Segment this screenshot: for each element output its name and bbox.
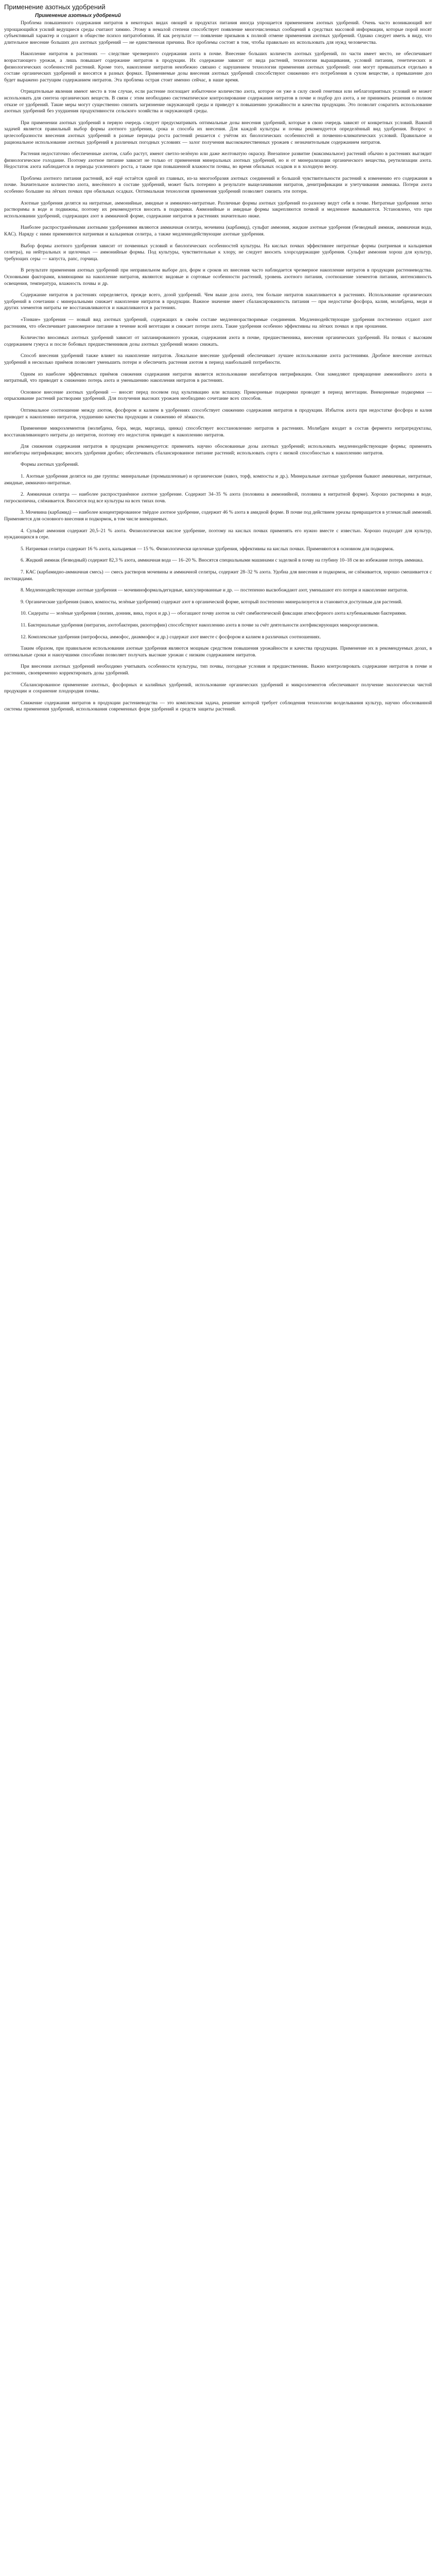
paragraph: Одним из наиболее эффективных приёмов снижения содержания нитратов является использование ингибиторов нитрификации. Они замедляют превращение аммонийного азота в нитратный, что приводит к снижению потерь азота и уменьшению накопления нитратов в растениях. (4, 371, 432, 384)
paragraph: При применении азотных удобрений в первую очередь следует предусматривать оптимальные дозы внесения удобрений, которые в свою очередь зависят от конкретных условий. Важной задачей является правильный выбор формы азотного удобрения, срока и способа их внесения. Для каждой культуры и почвы рекомендуется определённый вид удобрения. Вопрос о целесообразности внесения азотных удобрений в разные периоды роста растений решается с учётом их биологических особенностей и почвенно-климатических условий. Правильное и рациональное использование азотных удобрений в различных погодных условиях — залог получения высококачественных урожаев с незначительным содержанием нитратов. (4, 120, 432, 145)
paragraph: Способ внесения удобрений также влияет на накопление нитратов. Локальное внесение удобрений обеспечивает лучшее использование азота растениями. Дробное внесение азотных удобрений в несколько приёмов позволяет уменьшить потери и обеспечить растения азотом в период наибольшей потребности. (4, 353, 432, 365)
paragraph: Основное внесение азотных удобрений — вносят перед посевом под культивацию или вспашку. Прикорневые подкормки проводят в период вегетации. Внекорневые подкормки — опрыскивание растений растворами удобрений. Для получения высоких урожаев необходимо сочетание всех способов. (4, 389, 432, 402)
list-item: 8. Медленнодействующие азотные удобрения — мочевиноформальдегидные, капсулированные и др. — постепенно высвобождают азот, уменьшают его потери и накопление нитратов. (21, 587, 408, 594)
paragraph: «Тонкие» удобрения — новый вид азотных удобрений, содержащих в своём составе медленнорастворимые соединения. Медленнодействующие удобрения постепенно отдают азот растениям, что обеспечивает равномерное питание в течение всей вегетации и снижает потери азота. Такие удобрения особенно эффективны на лёгких почвах и при орошении. (4, 316, 432, 329)
paragraph: Оптимальное соотношение между азотом, фосфором и калием в удобрениях способствует снижению содержания нитратов в продукции. Избыток азота при недостатке фосфора и калия приводит к накоплению нитратов, ухудшению качества продукции и снижению её лёжкости. (4, 407, 432, 420)
paragraph: Таким образом, при правильном использовании азотные удобрения являются мощным средством повышения урожайности и качества продукции. Применение их в рекомендуемых дозах, в оптимальные сроки и наилучшими способами позволяет получать высокие урожаи с низким содержанием нитратов. (4, 646, 432, 658)
list-item: 4. Сульфат аммония содержит 20,5–21 % азота. Физиологически кислое удобрение, поэтому на кислых почвах применять его нужно вместе с известью. Хорошо подходит для культур, нуждающихся в сере. (4, 528, 432, 540)
paragraph: Накопление нитратов в растениях — следствие чрезмерного содержания азота в почве. Внесение больших количеств азотных удобрений, по части имеет место, не обеспечивает возрастающего урожая, а лишь повышает содержание нитратов в продукции. Их содержание зависит от вида растений, технологии выращивания, условий питания, генетических и физиологических особенностей растений. Кроме того, накопление нитратов неизбежно связано с нарушением технологии применения азотных удобрений: они могут превышаться отдельно в составе органических удобрений и вносятся в разных формах. Применяемые дозы внесения азотных удобрений способствуют снижению его потребления в сухом веществе, а превышение доз будет выражено растущим содержанием нитратов. Эта проблема острая стоит именно сейчас, в наше время. (4, 51, 432, 83)
paragraph: Применение микроэлементов (молибдена, бора, меди, марганца, цинка) способствует восстановлению нитратов в растениях. Молибден входит в состав фермента нитратредуктазы, восстанавливающего нитраты до нитритов, поэтому его недостаток приводит к накоплению нитратов. (4, 426, 432, 438)
section-heading: Формы азотных удобрений. (21, 462, 79, 468)
list-item: 5. Натриевая селитра содержит 16 % азота, кальциевая — 15 %. Физиологически щелочные удобрения, эффективны на кислых почвах. Применяются в основном для подкормок. (21, 546, 394, 552)
list-item: 11. Бактериальные удобрения (нитрагин, азотобактерин, ризоторфин) способствуют накоплению азота в почве за счёт деятельности азотфиксирующих микроорганизмов. (21, 622, 379, 628)
paragraph: При внесении азотных удобрений необходимо учитывать особенности культуры, тип почвы, погодные условия и предшественник. Важно контролировать содержание нитратов в почве и растениях, своевременно корректировать дозы удобрений. (4, 664, 432, 676)
paragraph: Наиболее распространёнными азотными удобрениями являются аммиачная селитра, мочевина (карбамид), сульфат аммония, жидкие азотные удобрения (безводный аммиак, аммиачная вода, КАС). Наряду с ними применяются натриевая и кальциевая селитра, а также медленнодействующие азотные удобрения. (4, 225, 432, 238)
paragraph: Проблема повышенного содержания нитратов в некоторых видах овощей и продуктах питания иногда упрощается применением азотных удобрений. Очень часто возникающий вот упрощающийся усилий ведущиеся среды считают химию. Этому в немалой степени способствует появление многочисленных сообщений в средствах массовой информации, которые порой носят субъективный характер и создают в обществе психоз нитратобоязни. И как результат — появление призывов к полной отмене применения азотных удобрений. Однако следует иметь в виду, что длительное внесение больших доз азотных удобрений — не единственная причина. Все проблемы состоят в том, чтобы правильно их использовать для нужд человечества. (4, 20, 432, 45)
list-item: 12. Комплексные удобрения (нитрофоска, аммофос, диаммофос и др.) содержат азот вместе с фосфором и калием в различных соотношениях. (21, 634, 321, 640)
list-item: 3. Мочевина (карбамид) — наиболее концентрированное твёрдое азотное удобрение, содержит 46 % азота в амидной форме. В почве под действием уреазы превращается в углекислый аммоний. Применяется для основного внесения и подкормок, в том числе внекорневых. (4, 510, 432, 522)
list-item: 7. КАС (карбамидно-аммиачная смесь) — смесь растворов мочевины и аммиачной селитры, содержит 28–32 % азота. Удобна для внесения и подкормок, не слёживается, хорошо смешивается с пестицидами. (4, 569, 432, 582)
paragraph: Сбалансированное применение азотных, фосфорных и калийных удобрений, использование органических удобрений и микроэлементов обеспечивают получение экологически чистой продукции и сохранение плодородия почвы. (4, 682, 432, 694)
page-subtitle: Применение азотных удобрений (35, 13, 121, 19)
fertilizer-forms-section (4, 462, 432, 640)
paragraph: Для снижения содержания нитратов в продукции рекомендуется: применять научно обоснованные дозы азотных удобрений; использовать медленнодействующие формы; применять ингибиторы нитрификации; вносить удобрения дробно; обеспечивать сбалансированное питание растений; использовать сорта с низкой способностью к накоплению нитратов. (4, 444, 432, 456)
list-item: 2. Аммиачная селитра — наиболее распространённое азотное удобрение. Содержит 34–35 % азота (половина в аммонийной, половина в нитратной форме). Хорошо растворима в воде, гигроскопична, слёживается. Вносится под все культуры на всех типах почв. (4, 492, 432, 504)
intro-section (4, 20, 432, 456)
page-title: Применение азотных удобрений (4, 3, 106, 11)
paragraph: Отрицательные явления имеют место в том случае, если растение поглощает избыточное количество азота, которое он уже в силу своей генетики или неблагоприятных условий не может использовать для синтеза органических веществ. В связи с этим необходимо систематическое контролирование содержания нитратов в почве и подбор доз азота, а не принимать решения о полном отказе от удобрений. Такие меры могут существенно снизить загрязнение окружающей среды и приведут к повышению урожайности и качества продукции. Это позволит сократить использование азотных удобрений без ухудшения продуктивности сельского хозяйства и окружающей среды. (4, 89, 432, 114)
list-item: 1. Азотные удобрения делятся на две группы: минеральные (промышленные) и органические (навоз, торф, компосты и др.). Минеральные азотные удобрения бывают аммиачные, нитратные, амидные, аммиачно-нитратные. (4, 473, 432, 486)
paragraph: Количество вносимых азотных удобрений зависит от запланированного урожая, содержания азота в почве, предшественника, внесения органических удобрений. На почвах с высоким содержанием гумуса и после бобовых предшественников дозы азотных удобрений можно снижать. (4, 335, 432, 347)
paragraph: Выбор формы азотного удобрения зависит от почвенных условий и биологических особенностей культуры. На кислых почвах эффективнее нитратные формы (натриевая и кальциевая селитра), на нейтральных и щелочных — аммонийные формы. Под культуры, чувствительные к хлору, не следует вносить хлорсодержащие удобрения. Сульфат аммония хорош для культур, требующих серы — капуста, рапс, горчица. (4, 243, 432, 262)
article (0, 0, 436, 731)
closing-section (4, 646, 432, 713)
list-item: 10. Сидераты — зелёные удобрения (люпин, донник, вика, горох и др.) — обогащают почву азотом за счёт симбиотической фиксации атмосферного азота клубеньковыми бактериями. (21, 611, 407, 617)
paragraph: Проблема азотного питания растений, всё ещё остаётся одной из главных, из-за многообразия азотных соединений и большой чувствительности растений к изменению его содержания в почве. Значительное количество азота, внесённого в составе удобрений, может быть потеряно в результате выщелачивания нитратов, денитрификации и улетучивания аммиака. Потери азота особенно большие на лёгких почвах при обильных осадках. Оптимальная технология применения удобрений позволяет снизить эти потери. (4, 175, 432, 195)
paragraph: Растения недостаточно обеспеченные азотом, слабо растут, имеют светло-зелёную или даже желтоватую окраску. Внезапное развитие (максимальное) растений обычно в растениях выглядит физиологическое голодание. Поэтому азотное питание зависит не только от применения минеральных азотных удобрений, но и от минерализации органического вещества, реутилизации азота. Недостаток азота наблюдается в периоды усиленного роста, а также при повышенной влажности почвы, во время обильных осадков и в холодную весну. (4, 151, 432, 170)
paragraph: Азотные удобрения делятся на нитратные, аммонийные, амидные и аммиачно-нитратные. Различные формы азотных удобрений по-разному ведут себя в почве. Нитратные удобрения легко растворимы в воде и подвижны, поэтому их рекомендуется вносить в подкормки. Аммонийные и амидные формы закрепляются почвой и медленнее вымываются. Установлено, что при использовании удобрений, содержащих азот в аммиачной форме, содержание нитратов в растениях значительно ниже. (4, 200, 432, 219)
paragraph: Снижение содержания нитратов в продукции растениеводства — это комплексная задача, решение которой требует соблюдения технологии возделывания культур, научно обоснованной системы применения удобрений, использования современных форм удобрений и средств защиты растений. (4, 700, 432, 713)
list-item: 6. Жидкий аммиак (безводный) содержит 82,3 % азота, аммиачная вода — 16–20 %. Вносятся специальными машинами с заделкой в почву на глубину 10–18 см во избежание потерь аммиака. (21, 557, 424, 564)
paragraph: В результате применения азотных удобрений при неправильном выборе доз, форм и сроков их внесения часто наблюдается чрезмерное накопление нитратов в продукции растениеводства. Основными факторами, влияющими на накопление нитратов, являются: видовые и сортовые особенности растений, уровень азотного питания, соотношение элементов питания, интенсивность освещения, температура, влажность почвы и др. (4, 267, 432, 286)
paragraph: Содержание нитратов в растениях определяется, прежде всего, дозой удобрений. Чем выше доза азота, тем больше нитратов накапливается в растениях. Использование органических удобрений в сочетании с минеральными снижает накопление нитратов в продукции. Важное значение имеет сбалансированность питания — при недостатке фосфора, калия, молибдена, меди и других элементов нитраты не восстанавливаются и накапливаются в растениях. (4, 292, 432, 311)
list-item: 9. Органические удобрения (навоз, компосты, зелёные удобрения) содержат азот в органической форме, который постепенно минерализуется и становится доступным для растений. (21, 599, 403, 605)
